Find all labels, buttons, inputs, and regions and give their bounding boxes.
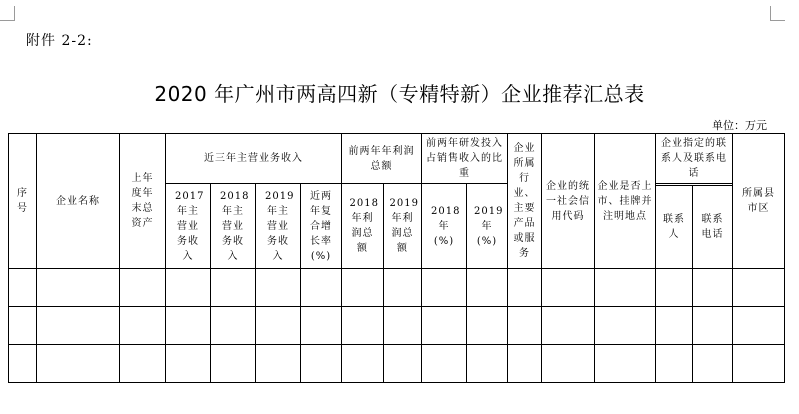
unit-label: 单位：万元 [712,119,767,132]
header-listing: 企业是否上市、挂牌并注明地点 [595,134,656,269]
document-title: 2020 年广州市两高四新（专精特新）企业推荐汇总表 [154,82,645,106]
header-profit-group: 前两年年利润总额 [342,134,422,184]
header-revenue-group: 近三年主营业务收入 [166,134,342,184]
header-revenue-2018: 2018年主营业务收入 [211,184,256,269]
header-profit-2018: 2018年利润总额 [342,184,384,269]
header-contact-person: 联系人 [656,186,693,269]
header-credit-code: 企业的统一社会信用代码 [542,134,595,269]
table-row [9,269,785,307]
table-row [9,307,785,345]
attachment-label: 附件 2-2: [26,33,93,49]
header-revenue-2019: 2019年主营业务收入 [256,184,301,269]
header-contact-group: 企业指定的联系人及联系电话 [656,134,733,184]
header-profit-2019: 2019年利润总额 [384,184,422,269]
header-contact-phone: 联系电话 [693,186,733,269]
header-rd-2019: 2019年(%) [467,184,508,269]
header-district: 所属县市区 [733,134,785,269]
header-seq: 序号 [9,134,37,269]
header-industry: 企业所属行业、主要产品或服务 [508,134,542,269]
header-total-assets: 上年度年末总资产 [120,134,166,269]
header-rd-2018: 2018年(%) [422,184,467,269]
header-growth-rate: 近两年复合增长率(%) [301,184,342,269]
crop-mark-top-left [0,6,15,21]
header-rd-group: 前两年研发投入占销售收入的比重 [422,134,508,184]
table-row [9,345,785,383]
header-company-name: 企业名称 [37,134,120,269]
summary-table [8,133,785,383]
crop-mark-top-right [770,6,785,21]
header-revenue-2017: 2017年主营业务收入 [166,184,211,269]
